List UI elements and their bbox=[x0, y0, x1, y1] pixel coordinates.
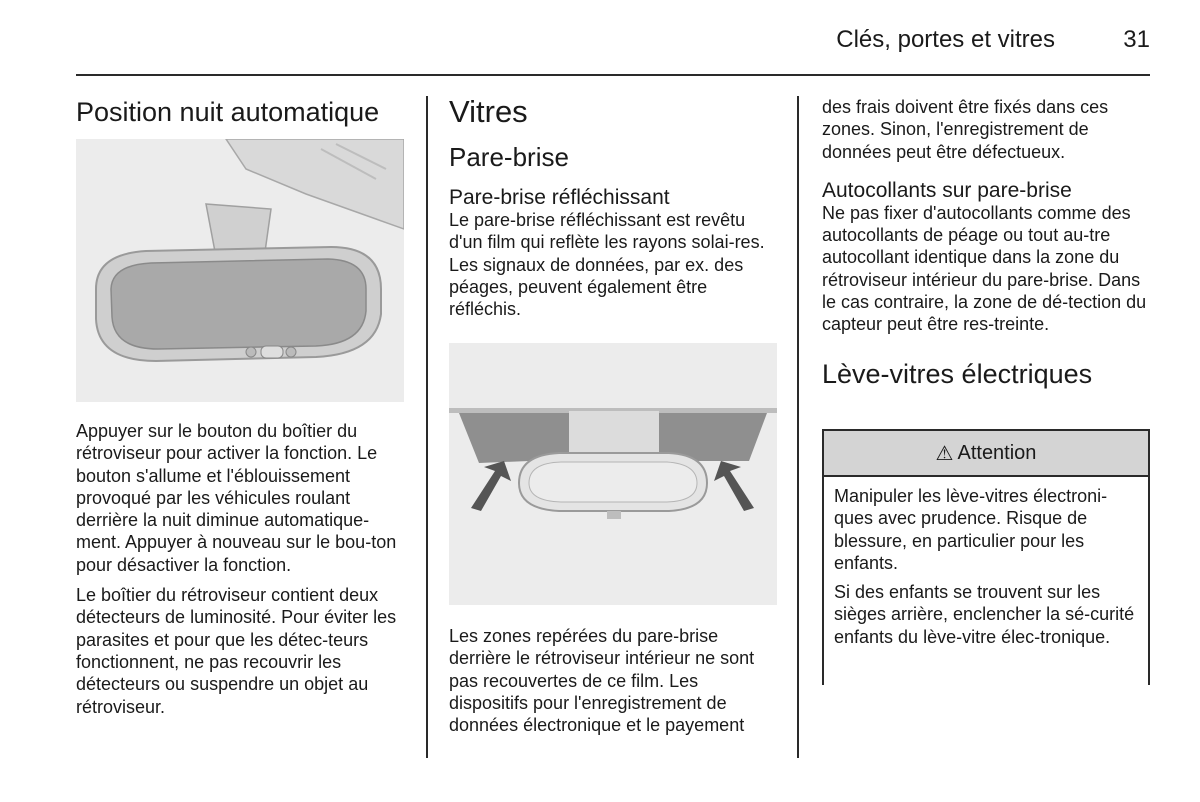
page-number: 31 bbox=[1123, 26, 1150, 53]
header-rule bbox=[76, 74, 1150, 76]
warning-paragraph: Si des enfants se trouvent sur les sièges arrière, enclencher la sé-curité enfants du lève-vitre élec-tronique. bbox=[834, 582, 1135, 647]
running-header-title: Clés, portes et vitres bbox=[836, 26, 1055, 53]
windscreen-text bbox=[449, 625, 779, 736]
paragraph: Le pare-brise réfléchissant est revêtu d'un film qui reflète les rayons solai-res. Les signaux de données, par ex. des péages, peuvent également être réfléchis. bbox=[449, 210, 765, 320]
paragraph: Les zones repérées du pare-brise derrière le rétroviseur intérieur ne sont pas recouvertes de ce film. Les dispositifs pour l'enregistrement de données électronique et le payement bbox=[449, 626, 755, 736]
paragraph: Appuyer sur le bouton du boîtier du rétroviseur pour activer la fonction. Le bouton s'allume et l'éblouissement provoqué par les véhicules roulant derrière la nuit diminue automatique-ment. Appuyer à nouveau sur le bou-ton pour désactiver la fonction. bbox=[76, 421, 397, 575]
warning-header bbox=[822, 429, 1150, 477]
paragraph: Ne pas fixer d'autocollants comme des autocollants de péage ou tout au-tre autocollant identique dans la zone du rétroviseur intérieur du pare-brise. Dans le cas contraire, la zone de dé-tection du capteur peut être res-treinte. bbox=[822, 202, 1147, 335]
subheading-stickers: Autocollants sur pare-brise bbox=[822, 178, 1072, 202]
windscreen-zones-icon bbox=[449, 343, 777, 605]
column-divider-1 bbox=[426, 96, 428, 758]
column-divider-2 bbox=[797, 96, 799, 758]
column-1 bbox=[76, 96, 408, 128]
warning-triangle-icon: ⚠ bbox=[935, 442, 954, 465]
section-heading-night-mode: Position nuit automatique bbox=[76, 97, 380, 127]
warning-paragraph: Manipuler les lève-vitres électroni-ques avec prudence. Risque de blessure, en particulier pour les enfants. bbox=[834, 486, 1108, 573]
warning-box bbox=[822, 429, 1150, 685]
paragraph: des frais doivent être fixés dans ces zones. Sinon, l'enregistrement de données peut être défectueux. bbox=[822, 97, 1109, 162]
warning-body bbox=[822, 477, 1150, 685]
subheading-windscreen: Pare-brise bbox=[449, 142, 569, 172]
rearview-mirror-icon bbox=[76, 139, 404, 402]
column-3 bbox=[822, 96, 1152, 390]
section-heading-windows: Vitres bbox=[449, 94, 528, 129]
paragraph: Le boîtier du rétroviseur contient deux détecteurs de luminosité. Pour éviter les parasites et pour que les détec-teurs fonctionnent, ne pas recouvrir les détecteurs ou suspendre un objet au rétroviseur. bbox=[76, 585, 397, 717]
warning-title: Attention bbox=[957, 441, 1037, 464]
windscreen-illustration bbox=[449, 343, 777, 605]
mirror-illustration bbox=[76, 139, 404, 402]
subsubheading-reflective-windscreen: Pare-brise réfléchissant bbox=[449, 186, 670, 209]
column-2 bbox=[449, 94, 779, 320]
night-mode-text bbox=[76, 420, 408, 718]
section-heading-power-windows: Lève-vitres électriques bbox=[822, 358, 1093, 389]
